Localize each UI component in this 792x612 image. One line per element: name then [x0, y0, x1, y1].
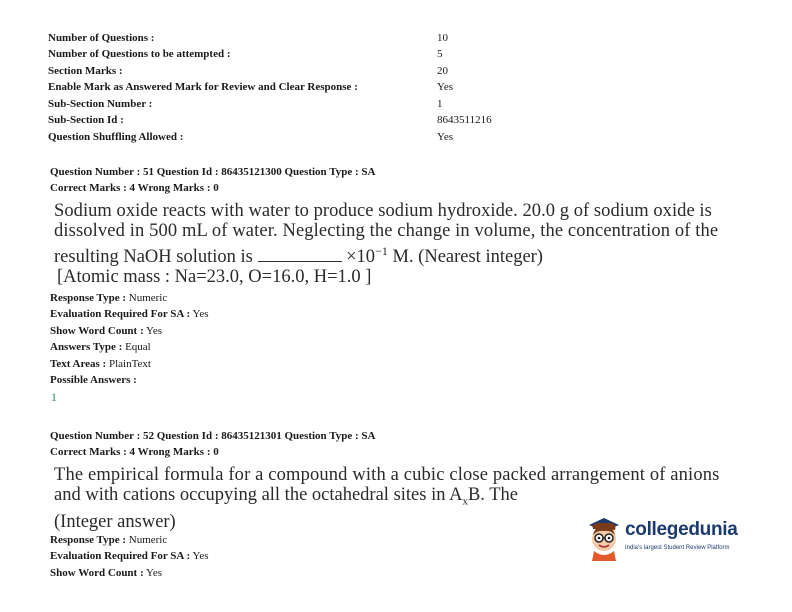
question-line-end: B. The: [467, 485, 518, 505]
question-line-start: resulting NaOH solution is: [54, 247, 253, 268]
question-header: Question Number : 52 Question Id : 86435121301 Question Type : SA: [50, 430, 376, 442]
question-line: The empirical formula for a compound with a cubic close packed arrangement of anions: [54, 465, 720, 485]
multiplier: ×10: [346, 247, 376, 268]
meta-label: Sub-Section Number :: [48, 98, 153, 110]
meta-value: 8643511216: [437, 114, 492, 126]
prop-row: [50, 566, 162, 580]
atomic-mass-note: [Atomic mass : Na=23.0, O=16.0, H=1.0 ]: [57, 267, 372, 287]
prop-label: Response Type :: [50, 534, 126, 546]
meta-value: 20: [437, 65, 448, 77]
meta-value: 5: [437, 48, 443, 60]
meta-label: Enable Mark as Answered Mark for Review and Clear Response :: [48, 81, 358, 93]
question-line: [54, 485, 760, 512]
logo-tagline: India's largest Student Review Platform: [625, 545, 730, 551]
meta-value: Yes: [437, 131, 454, 143]
prop-value: Equal: [125, 341, 151, 353]
prop-label: Show Word Count :: [50, 567, 144, 579]
prop-value: Yes: [145, 325, 162, 337]
prop-value: Yes: [192, 550, 209, 562]
prop-row: [50, 324, 162, 338]
student-mascot-icon: [585, 515, 623, 561]
prop-row: [50, 373, 137, 387]
meta-label: Question Shuffling Allowed :: [48, 131, 184, 143]
question-header: Question Number : 51 Question Id : 86435121300 Question Type : SA: [50, 166, 376, 178]
subscript: x: [462, 495, 468, 508]
prop-value: Numeric: [128, 292, 168, 304]
meta-label: Section Marks :: [48, 65, 123, 77]
possible-answer: 1: [51, 390, 57, 404]
meta-value: Yes: [437, 81, 454, 93]
prop-row: [50, 357, 151, 371]
question-marks: Correct Marks : 4 Wrong Marks : 0: [50, 446, 219, 458]
prop-label: Response Type :: [50, 292, 126, 304]
meta-label: Number of Questions :: [48, 32, 155, 44]
logo-wordmark: collegedunia: [625, 519, 738, 540]
question-line: dissolved in 500 mL of water. Neglecting the change in volume, the concentration of the: [54, 221, 719, 241]
exponent: −1: [375, 244, 388, 258]
prop-value: Numeric: [128, 534, 168, 546]
prop-row: [50, 549, 209, 563]
question-line-end: M. (Nearest integer): [392, 247, 543, 268]
collegedunia-logo: [585, 515, 745, 565]
prop-value: Yes: [192, 308, 209, 320]
meta-value: 1: [437, 98, 443, 110]
question-line-start: and with cations occupying all the octahedral sites in A: [54, 485, 463, 505]
question-line: Sodium oxide reacts with water to produce sodium hydroxide. 20.0 g of sodium oxide is: [54, 201, 712, 221]
prop-value: PlainText: [108, 358, 151, 370]
prop-row: [50, 307, 209, 321]
prop-row: [50, 533, 167, 547]
meta-value: 10: [437, 32, 448, 44]
prop-label: Evaluation Required For SA :: [50, 308, 191, 320]
question-text: [54, 201, 760, 267]
prop-row: [50, 291, 167, 305]
question-marks: Correct Marks : 4 Wrong Marks : 0: [50, 182, 219, 194]
prop-label: Possible Answers :: [50, 374, 137, 386]
prop-row: [50, 340, 151, 354]
prop-label: Show Word Count :: [50, 325, 144, 337]
meta-label: Sub-Section Id :: [48, 114, 124, 126]
meta-label: Number of Questions to be attempted :: [48, 48, 231, 60]
prop-value: Yes: [145, 567, 162, 579]
question-line: (Integer answer): [54, 511, 176, 532]
prop-label: Evaluation Required For SA :: [50, 550, 191, 562]
question-line: [54, 241, 760, 267]
answer-blank: [258, 247, 342, 262]
prop-label: Answers Type :: [50, 341, 123, 353]
prop-label: Text Areas :: [50, 358, 107, 370]
